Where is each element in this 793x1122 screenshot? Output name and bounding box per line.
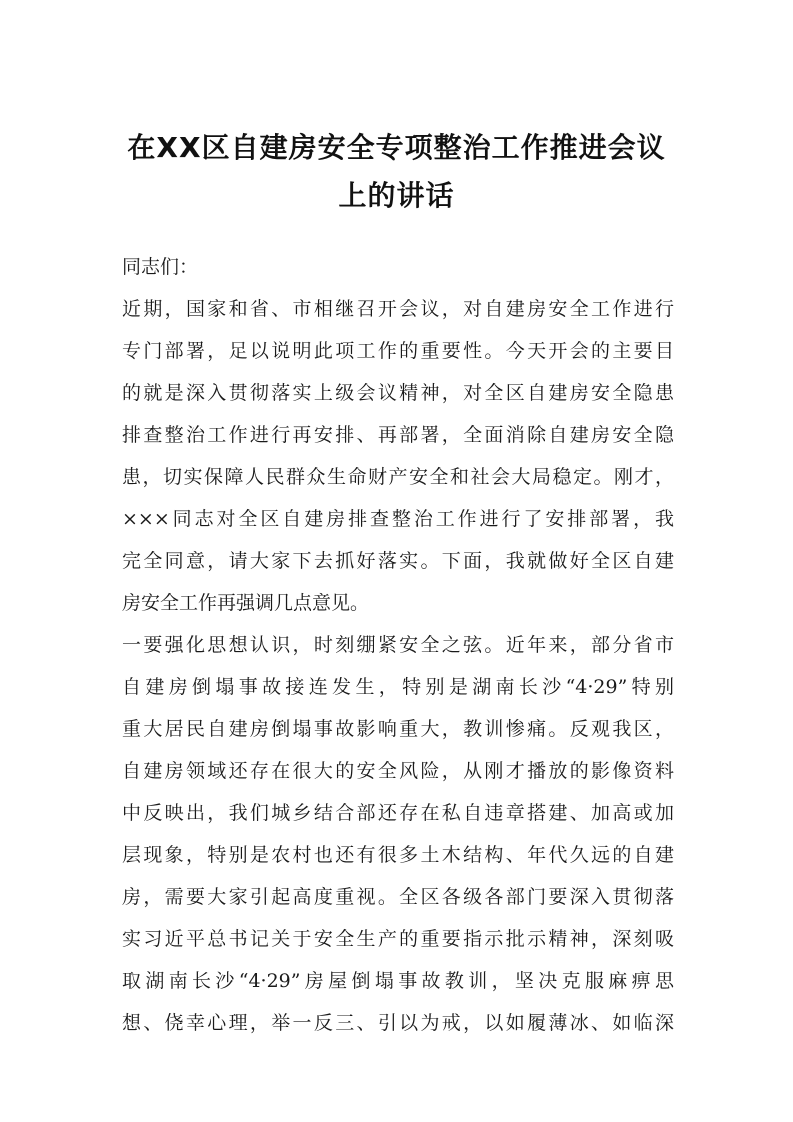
paragraph-2-line: 自建房领域还存在很大的安全风险，从刚才播放的影像资料: [122, 760, 674, 782]
paragraph-1-line: 排查整治工作进行再安排、再部署，全面消除自建房安全隐: [122, 424, 674, 446]
paragraph-2-line: 中反映出，我们城乡结合部还存在私自违章搭建、加高或加: [122, 802, 674, 824]
paragraph-2-line: 房，需要大家引起高度重视。全区各级各部门要深入贯彻落: [122, 886, 674, 908]
paragraph-1-line: 房安全工作再强调几点意见。: [122, 592, 370, 614]
salutation: 同志们：: [122, 256, 199, 278]
paragraph-2-line: 一要强化思想认识，时刻绷紧安全之弦。近年来，部分省市: [122, 634, 674, 656]
paragraph-2-line: 层现象，特别是农村也还有很多土木结构、年代久远的自建: [122, 844, 674, 866]
paragraph-2-line: 取湖南长沙“4·29”房屋倒塌事故教训，坚决克服麻痹思: [122, 970, 674, 992]
paragraph-1-line: 近期，国家和省、市相继召开会议，对自建房安全工作进行: [122, 298, 674, 320]
paragraph-1-line: 患，切实保障人民群众生命财产安全和社会大局稳定。刚才，: [122, 466, 674, 488]
document-title-line-1: 在XX区自建房安全专项整治工作推进会议: [127, 131, 666, 164]
paragraph-1-line: 的就是深入贯彻落实上级会议精神，对全区自建房安全隐患: [122, 382, 674, 404]
paragraph-2-line: 想、侥幸心理，举一反三、引以为戒，以如履薄冰、如临深: [122, 1012, 674, 1034]
document-body: [122, 246, 674, 1044]
paragraph-1-line: 完全同意，请大家下去抓好落实。下面，我就做好全区自建: [122, 550, 674, 572]
paragraph-2-line: 自建房倒塌事故接连发生，特别是湖南长沙“4·29”特别: [122, 676, 674, 698]
paragraph-1-line: ×××同志对全区自建房排查整治工作进行了安排部署，我: [122, 508, 674, 530]
document-title-line-2: 上的讲话: [338, 179, 455, 212]
paragraph-2-line: 实习近平总书记关于安全生产的重要指示批示精神，深刻吸: [122, 928, 674, 950]
paragraph-1-line: 专门部署，足以说明此项工作的重要性。今天开会的主要目: [122, 340, 674, 362]
paragraph-2-line: 重大居民自建房倒塌事故影响重大，教训惨痛。反观我区，: [122, 718, 674, 740]
